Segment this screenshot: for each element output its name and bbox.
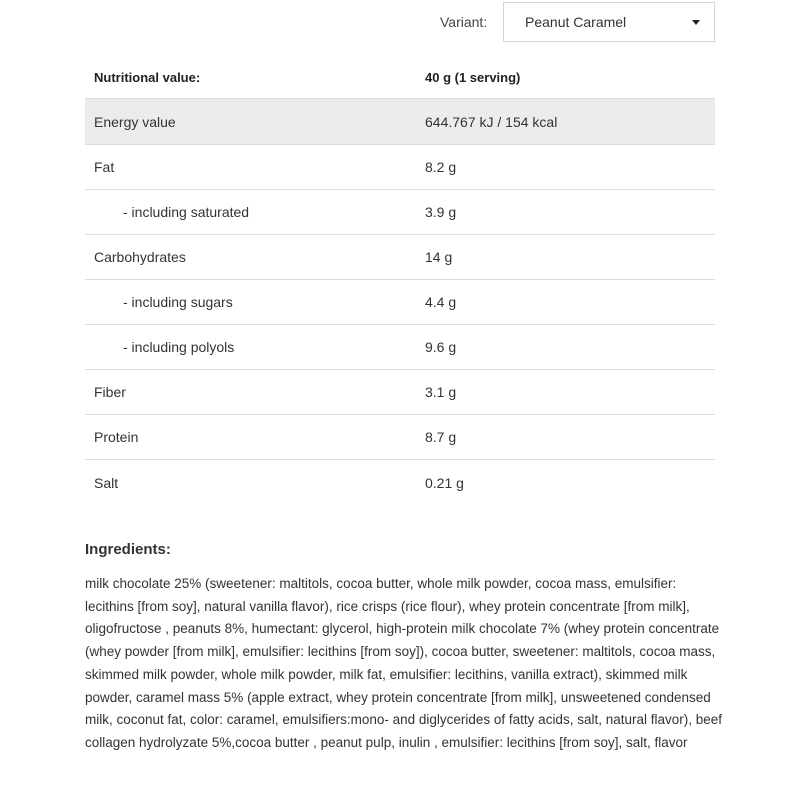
nutrition-row-saturated xyxy=(85,190,715,235)
chevron-down-icon xyxy=(692,20,700,25)
nutrition-row-carbohydrates xyxy=(85,235,715,280)
nutrient-name: - including polyols xyxy=(123,339,235,355)
nutrient-name: Fiber xyxy=(94,384,126,400)
nutrient-value: 3.1 g xyxy=(425,384,457,400)
nutrient-name: - including saturated xyxy=(123,204,250,220)
variant-dropdown[interactable] xyxy=(503,2,715,42)
nutrition-row-protein xyxy=(85,415,715,460)
nutrition-header-value: 40 g (1 serving) xyxy=(425,70,521,85)
variant-selector xyxy=(440,2,715,42)
nutrient-value: 3.9 g xyxy=(425,204,457,220)
nutrient-name: Protein xyxy=(94,429,139,445)
nutrition-row-energy xyxy=(85,99,715,145)
nutrition-header-name: Nutritional value: xyxy=(94,70,201,85)
nutrition-row-fiber xyxy=(85,370,715,415)
nutrition-row-fat xyxy=(85,145,715,190)
nutrient-value: 9.6 g xyxy=(425,339,457,355)
nutrient-value: 8.2 g xyxy=(425,159,457,175)
variant-label: Variant: xyxy=(440,14,488,30)
nutrient-name: Salt xyxy=(94,474,119,491)
nutrition-row-salt xyxy=(85,460,715,505)
nutrient-value: 4.4 g xyxy=(425,294,457,310)
nutrient-name: Fat xyxy=(94,159,115,175)
ingredients-text: milk chocolate 25% (sweetener: maltitols, cocoa butter, whole milk powder, cocoa mass, emulsifier: lecithins [from soy], natural vanilla flavor), rice crisps (rice flour), whey protein concentrate [from milk], oligofructose , peanuts 8%, humectant: glycerol, high-protein milk chocolate 7% (whey protein concentrate (whey powder [from milk], emulsifier: lecithins [from soy]), cocoa butter, sweetener: maltitols, cocoa mass, skimmed milk powder, whole milk powder, milk fat, emulsifier: lecithins, vanilla extract), skimmed milk powder, caramel mass 5% (apple extract, whey protein concentrate [from milk], unsweetened condensed milk, coconut fat, color: caramel, emulsifiers:mono- and diglycerides of fatty acids, salt, natural flavor), beef collagen hydrolyzate 5%,cocoa butter , peanut pulp, inulin , emulsifier: lecithins [from soy], salt, flavor xyxy=(85,576,723,750)
nutrient-value: 0.21 g xyxy=(425,474,464,491)
nutrition-row-polyols xyxy=(85,325,715,370)
nutrient-name: Carbohydrates xyxy=(94,249,186,265)
nutrition-table xyxy=(85,57,715,505)
variant-selected-value: Peanut Caramel xyxy=(525,14,627,30)
ingredients-section xyxy=(85,541,725,755)
nutrient-name: Energy value xyxy=(94,113,176,130)
nutrition-header-row xyxy=(85,57,715,99)
nutrition-row-sugars xyxy=(85,280,715,325)
nutrient-value: 8.7 g xyxy=(425,429,457,445)
nutrient-name: - including sugars xyxy=(123,294,233,310)
nutrient-value: 644.767 kJ / 154 kcal xyxy=(425,113,558,130)
ingredients-title: Ingredients: xyxy=(85,541,171,558)
nutrient-value: 14 g xyxy=(425,249,453,265)
